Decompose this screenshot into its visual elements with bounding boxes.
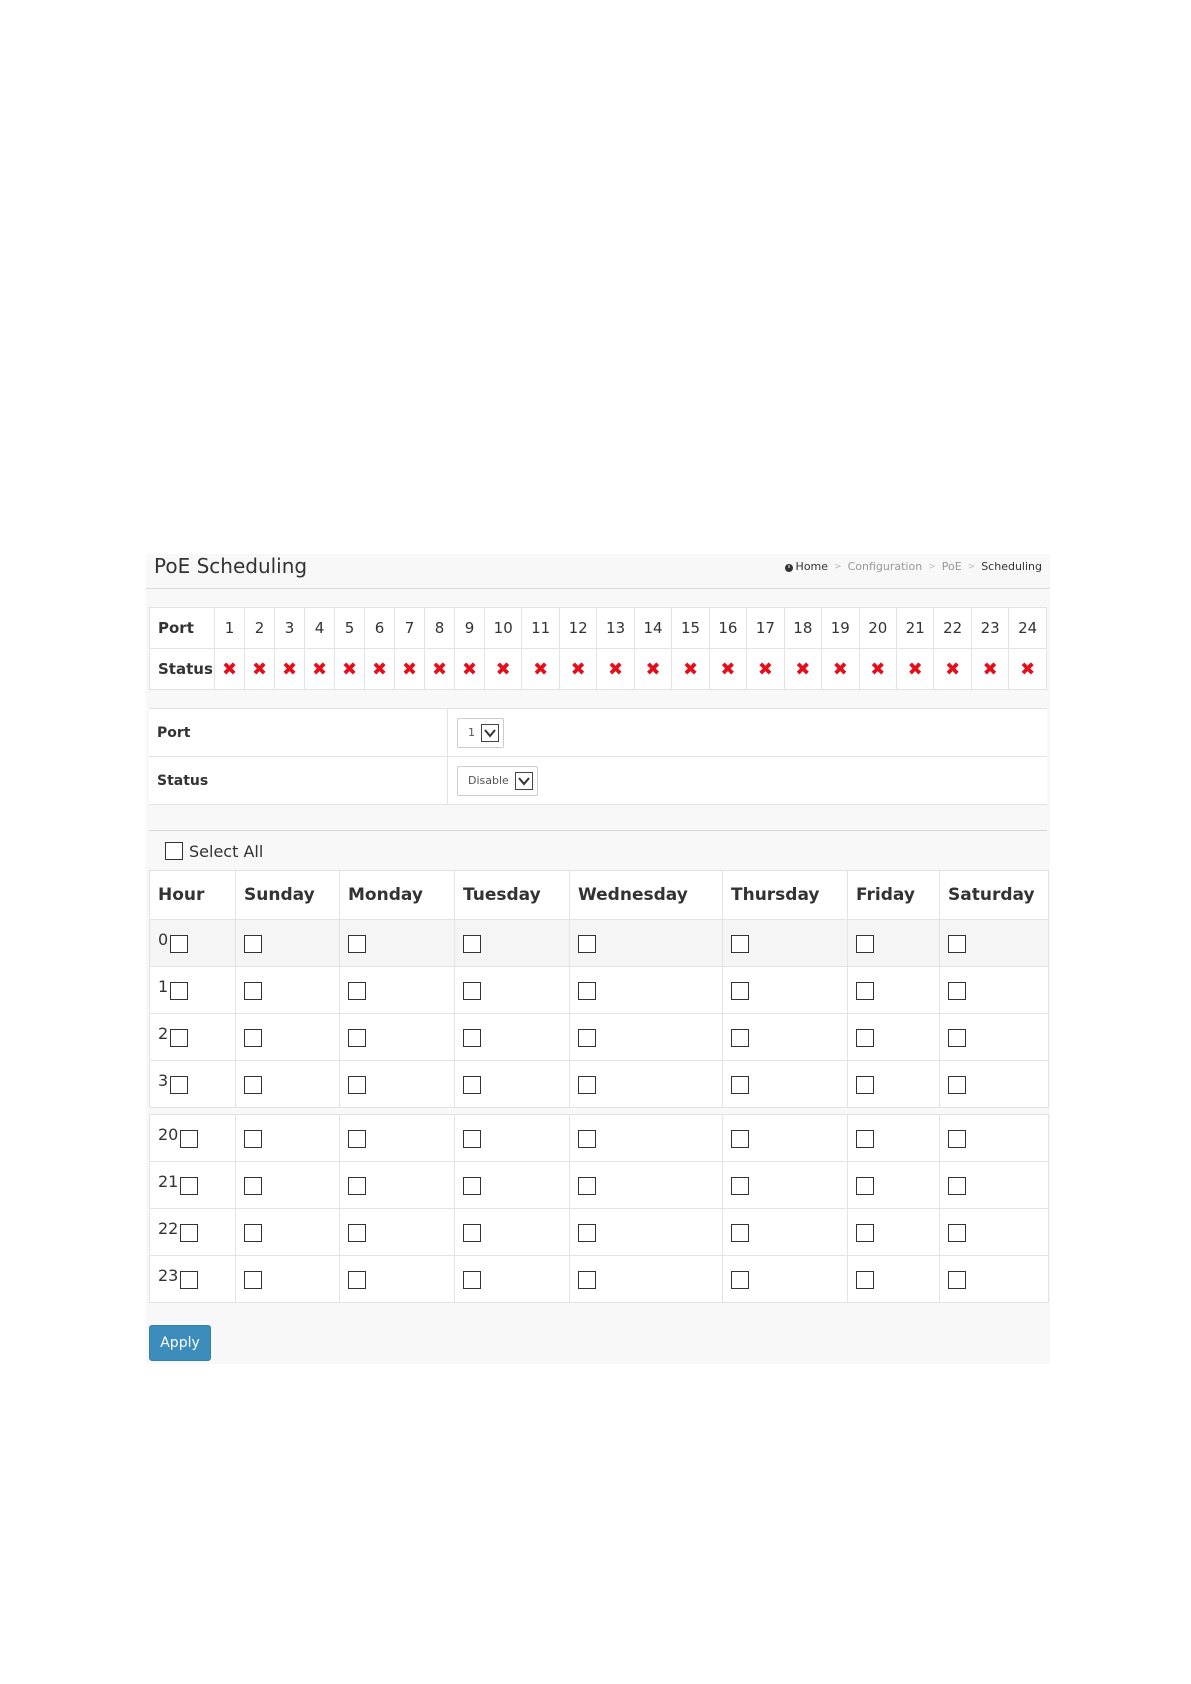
day-hour-checkbox[interactable] xyxy=(348,1224,366,1242)
port-number-cell: 7 xyxy=(395,608,425,649)
cross-icon: ✖ xyxy=(1020,658,1036,680)
status-field-label: Status xyxy=(149,757,448,805)
form-row-port xyxy=(149,709,1047,757)
day-cell xyxy=(340,920,455,967)
day-cell xyxy=(940,967,1049,1014)
day-cell xyxy=(340,1061,455,1108)
day-cell xyxy=(723,1014,848,1061)
day-hour-checkbox[interactable] xyxy=(578,1130,596,1148)
day-hour-checkbox[interactable] xyxy=(948,935,966,953)
port-status-cell xyxy=(896,649,933,690)
day-cell xyxy=(723,1256,848,1303)
hour-row-checkbox[interactable] xyxy=(170,1029,188,1047)
day-cell xyxy=(455,1209,570,1256)
port-number-cell: 13 xyxy=(597,608,634,649)
day-cell xyxy=(940,1162,1049,1209)
breadcrumb-home[interactable] xyxy=(784,560,828,573)
port-number-cell: 6 xyxy=(365,608,395,649)
cross-icon: ✖ xyxy=(945,658,961,680)
port-number-cell: 22 xyxy=(934,608,971,649)
day-cell xyxy=(236,1256,340,1303)
hour-label: 2 xyxy=(158,1024,169,1043)
port-status-cell xyxy=(709,649,746,690)
cross-icon: ✖ xyxy=(720,658,736,680)
port-status-cell xyxy=(395,649,425,690)
day-hour-checkbox[interactable] xyxy=(731,1224,749,1242)
day-hour-checkbox[interactable] xyxy=(463,1224,481,1242)
day-cell xyxy=(570,1061,723,1108)
day-cell xyxy=(236,1115,340,1162)
day-cell xyxy=(848,1014,940,1061)
hour-cell xyxy=(150,1115,236,1162)
hour-row-checkbox[interactable] xyxy=(170,935,188,953)
day-hour-checkbox[interactable] xyxy=(244,1271,262,1289)
day-hour-checkbox[interactable] xyxy=(463,1177,481,1195)
status-header: Status xyxy=(150,649,215,690)
hour-cell xyxy=(150,1014,236,1061)
day-cell xyxy=(570,1115,723,1162)
port-number-cell: 10 xyxy=(485,608,522,649)
hour-row-checkbox[interactable] xyxy=(180,1224,198,1242)
day-hour-checkbox[interactable] xyxy=(348,1029,366,1047)
hour-label: 1 xyxy=(158,977,169,996)
day-cell xyxy=(723,1209,848,1256)
port-status-cell xyxy=(245,649,275,690)
day-hour-checkbox[interactable] xyxy=(948,1029,966,1047)
port-status-cell xyxy=(215,649,245,690)
day-hour-checkbox[interactable] xyxy=(578,1029,596,1047)
cross-icon: ✖ xyxy=(570,658,586,680)
hour-row-checkbox[interactable] xyxy=(170,1076,188,1094)
poe-scheduling-panel xyxy=(146,554,1050,1364)
day-cell xyxy=(848,1209,940,1256)
day-cell xyxy=(455,1115,570,1162)
day-cell xyxy=(236,1014,340,1061)
cross-icon: ✖ xyxy=(982,658,998,680)
chevron-down-icon xyxy=(515,772,533,790)
day-cell xyxy=(455,1256,570,1303)
day-hour-checkbox[interactable] xyxy=(348,1076,366,1094)
day-hour-checkbox[interactable] xyxy=(244,1224,262,1242)
select-all-label[interactable]: Select All xyxy=(189,841,264,861)
port-status-cell xyxy=(971,649,1008,690)
day-hour-checkbox[interactable] xyxy=(948,1076,966,1094)
day-cell xyxy=(570,967,723,1014)
day-cell xyxy=(848,1256,940,1303)
day-hour-checkbox[interactable] xyxy=(348,1177,366,1195)
day-cell xyxy=(340,1209,455,1256)
day-cell xyxy=(236,1162,340,1209)
port-number-cell: 8 xyxy=(425,608,455,649)
port-number-cell: 3 xyxy=(275,608,305,649)
cross-icon: ✖ xyxy=(795,658,811,680)
day-cell xyxy=(570,1162,723,1209)
day-hour-checkbox[interactable] xyxy=(578,982,596,1000)
day-hour-checkbox[interactable] xyxy=(244,935,262,953)
day-cell xyxy=(236,1061,340,1108)
day-hour-checkbox[interactable] xyxy=(463,982,481,1000)
day-cell xyxy=(940,1256,1049,1303)
day-hour-checkbox[interactable] xyxy=(856,1130,874,1148)
port-number-cell: 4 xyxy=(305,608,335,649)
column-header-monday: Monday xyxy=(340,871,455,920)
day-cell xyxy=(340,1014,455,1061)
day-hour-checkbox[interactable] xyxy=(244,1076,262,1094)
port-status-cell xyxy=(455,649,485,690)
day-hour-checkbox[interactable] xyxy=(244,1029,262,1047)
port-number-cell: 1 xyxy=(215,608,245,649)
port-number-cell: 19 xyxy=(822,608,859,649)
breadcrumb xyxy=(784,560,1042,573)
port-row xyxy=(150,608,1047,649)
port-status-cell xyxy=(672,649,709,690)
port-number-cell: 5 xyxy=(335,608,365,649)
port-number-cell: 23 xyxy=(971,608,1008,649)
day-cell xyxy=(455,920,570,967)
breadcrumb-poe[interactable]: PoE xyxy=(941,560,962,573)
day-cell xyxy=(848,1061,940,1108)
cross-icon: ✖ xyxy=(371,658,388,680)
hour-row xyxy=(150,967,1049,1014)
hour-row xyxy=(150,1061,1049,1108)
hour-row-checkbox[interactable] xyxy=(170,982,188,1000)
day-cell xyxy=(236,1209,340,1256)
port-number-cell: 15 xyxy=(672,608,709,649)
port-status-cell xyxy=(425,649,455,690)
page-title: PoE Scheduling xyxy=(154,554,308,578)
schedule-table-top xyxy=(149,870,1049,1108)
day-hour-checkbox[interactable] xyxy=(731,982,749,1000)
hour-cell xyxy=(150,1256,236,1303)
port-select-value: 1 xyxy=(468,726,475,739)
day-cell xyxy=(455,1061,570,1108)
breadcrumb-configuration[interactable]: Configuration xyxy=(847,560,923,573)
port-status-cell xyxy=(597,649,634,690)
cross-icon: ✖ xyxy=(251,658,268,680)
port-status-cell xyxy=(747,649,784,690)
hour-cell xyxy=(150,1061,236,1108)
port-status-cell xyxy=(859,649,896,690)
port-status-cell xyxy=(305,649,335,690)
day-hour-checkbox[interactable] xyxy=(856,1224,874,1242)
hour-row xyxy=(150,1014,1049,1061)
day-cell xyxy=(570,1256,723,1303)
port-status-cell xyxy=(634,649,671,690)
day-hour-checkbox[interactable] xyxy=(578,1177,596,1195)
day-hour-checkbox[interactable] xyxy=(348,935,366,953)
day-hour-checkbox[interactable] xyxy=(731,1029,749,1047)
day-hour-checkbox[interactable] xyxy=(348,1130,366,1148)
port-select[interactable] xyxy=(457,718,504,748)
day-hour-checkbox[interactable] xyxy=(856,1076,874,1094)
day-cell xyxy=(940,1061,1049,1108)
day-hour-checkbox[interactable] xyxy=(948,1271,966,1289)
column-header-saturday: Saturday xyxy=(940,871,1049,920)
day-cell xyxy=(340,1256,455,1303)
day-hour-checkbox[interactable] xyxy=(856,1177,874,1195)
cross-icon: ✖ xyxy=(832,658,848,680)
day-hour-checkbox[interactable] xyxy=(731,1076,749,1094)
port-number-cell: 17 xyxy=(747,608,784,649)
day-hour-checkbox[interactable] xyxy=(731,935,749,953)
hour-cell xyxy=(150,920,236,967)
day-hour-checkbox[interactable] xyxy=(244,982,262,1000)
day-cell xyxy=(570,920,723,967)
day-cell xyxy=(723,967,848,1014)
hour-label: 21 xyxy=(158,1172,179,1191)
day-hour-checkbox[interactable] xyxy=(463,1076,481,1094)
day-cell xyxy=(340,967,455,1014)
day-hour-checkbox[interactable] xyxy=(856,935,874,953)
day-hour-checkbox[interactable] xyxy=(856,1029,874,1047)
day-cell xyxy=(236,920,340,967)
day-hour-checkbox[interactable] xyxy=(731,1177,749,1195)
port-status-cell xyxy=(1009,649,1047,690)
status-row xyxy=(150,649,1047,690)
cross-icon: ✖ xyxy=(281,658,298,680)
hour-row xyxy=(150,920,1049,967)
day-hour-checkbox[interactable] xyxy=(463,1029,481,1047)
select-all-checkbox[interactable] xyxy=(165,842,183,860)
day-hour-checkbox[interactable] xyxy=(578,1224,596,1242)
hour-row-checkbox[interactable] xyxy=(180,1271,198,1289)
port-number-cell: 14 xyxy=(634,608,671,649)
cross-icon: ✖ xyxy=(907,658,923,680)
port-number-cell: 20 xyxy=(859,608,896,649)
hour-row xyxy=(150,1256,1049,1303)
status-select-value: Disable xyxy=(468,774,509,787)
day-hour-checkbox[interactable] xyxy=(856,1271,874,1289)
hour-cell xyxy=(150,1162,236,1209)
day-cell xyxy=(723,1162,848,1209)
port-number-cell: 2 xyxy=(245,608,275,649)
day-hour-checkbox[interactable] xyxy=(463,935,481,953)
column-header-tuesday: Tuesday xyxy=(455,871,570,920)
cross-icon: ✖ xyxy=(341,658,358,680)
day-cell xyxy=(340,1115,455,1162)
port-status-cell xyxy=(275,649,305,690)
day-cell xyxy=(940,1209,1049,1256)
day-hour-checkbox[interactable] xyxy=(948,1130,966,1148)
day-hour-checkbox[interactable] xyxy=(948,982,966,1000)
port-status-cell xyxy=(559,649,596,690)
day-cell xyxy=(723,920,848,967)
hour-row xyxy=(150,1209,1049,1256)
column-header-friday: Friday xyxy=(848,871,940,920)
day-cell xyxy=(723,1115,848,1162)
hour-label: 23 xyxy=(158,1266,179,1285)
hour-row-checkbox[interactable] xyxy=(180,1130,198,1148)
day-cell xyxy=(940,1014,1049,1061)
day-hour-checkbox[interactable] xyxy=(578,1076,596,1094)
day-cell xyxy=(340,1162,455,1209)
day-hour-checkbox[interactable] xyxy=(948,1224,966,1242)
day-hour-checkbox[interactable] xyxy=(244,1130,262,1148)
day-cell xyxy=(848,967,940,1014)
day-hour-checkbox[interactable] xyxy=(948,1177,966,1195)
breadcrumb-home-label: Home xyxy=(795,560,829,573)
cross-icon: ✖ xyxy=(682,658,699,680)
day-cell xyxy=(848,1162,940,1209)
port-number-cell: 21 xyxy=(896,608,933,649)
hour-label: 22 xyxy=(158,1219,179,1238)
hour-label: 20 xyxy=(158,1125,179,1144)
cross-icon: ✖ xyxy=(870,658,886,680)
dashboard-icon xyxy=(784,562,794,572)
column-header-sunday: Sunday xyxy=(236,871,340,920)
day-cell xyxy=(848,920,940,967)
day-hour-checkbox[interactable] xyxy=(578,935,596,953)
port-status-table xyxy=(149,607,1047,690)
form-row-status xyxy=(149,757,1047,805)
cross-icon: ✖ xyxy=(608,658,624,680)
day-cell xyxy=(455,967,570,1014)
port-status-cell xyxy=(784,649,821,690)
hour-cell xyxy=(150,1209,236,1256)
port-number-cell: 9 xyxy=(455,608,485,649)
hour-cell xyxy=(150,967,236,1014)
cross-icon: ✖ xyxy=(401,658,418,680)
schedule-header-row xyxy=(150,871,1049,920)
day-hour-checkbox[interactable] xyxy=(731,1271,749,1289)
page-header xyxy=(146,554,1050,589)
hour-label: 3 xyxy=(158,1071,169,1090)
schedule-table-bottom xyxy=(149,1114,1049,1303)
day-hour-checkbox[interactable] xyxy=(244,1177,262,1195)
cross-icon: ✖ xyxy=(461,658,478,680)
cross-icon: ✖ xyxy=(311,658,328,680)
breadcrumb-separator: > xyxy=(967,561,976,572)
day-hour-checkbox[interactable] xyxy=(463,1130,481,1148)
column-header-thursday: Thursday xyxy=(723,871,848,920)
port-number-cell: 24 xyxy=(1009,608,1047,649)
cross-icon: ✖ xyxy=(221,658,238,680)
port-status-cell xyxy=(934,649,971,690)
column-header-hour: Hour xyxy=(150,871,236,920)
day-cell xyxy=(236,967,340,1014)
apply-button[interactable]: Apply xyxy=(149,1325,211,1361)
cross-icon: ✖ xyxy=(645,658,661,680)
breadcrumb-separator: > xyxy=(834,561,842,572)
column-header-wednesday: Wednesday xyxy=(570,871,723,920)
day-hour-checkbox[interactable] xyxy=(578,1271,596,1289)
select-all-row xyxy=(149,830,1047,871)
port-config-form xyxy=(149,708,1047,805)
port-status-cell xyxy=(522,649,559,690)
port-number-cell: 16 xyxy=(709,608,746,649)
day-hour-checkbox[interactable] xyxy=(731,1130,749,1148)
status-select[interactable] xyxy=(457,766,538,796)
cross-icon: ✖ xyxy=(431,658,448,680)
port-number-cell: 12 xyxy=(559,608,596,649)
chevron-down-icon xyxy=(481,724,499,742)
day-cell xyxy=(570,1209,723,1256)
day-cell xyxy=(455,1014,570,1061)
port-status-cell xyxy=(365,649,395,690)
breadcrumb-scheduling: Scheduling xyxy=(981,560,1042,573)
port-field-label: Port xyxy=(149,709,448,757)
port-status-cell xyxy=(822,649,859,690)
day-hour-checkbox[interactable] xyxy=(463,1271,481,1289)
day-cell xyxy=(455,1162,570,1209)
port-status-cell xyxy=(485,649,522,690)
day-cell xyxy=(940,1115,1049,1162)
hour-row xyxy=(150,1115,1049,1162)
hour-label: 0 xyxy=(158,930,169,949)
cross-icon: ✖ xyxy=(757,658,773,680)
day-cell xyxy=(940,920,1049,967)
day-hour-checkbox[interactable] xyxy=(348,982,366,1000)
breadcrumb-separator: > xyxy=(928,561,936,572)
day-cell xyxy=(723,1061,848,1108)
cross-icon: ✖ xyxy=(495,658,511,680)
day-hour-checkbox[interactable] xyxy=(856,982,874,1000)
cross-icon: ✖ xyxy=(533,658,549,680)
port-header: Port xyxy=(150,608,215,649)
hour-row xyxy=(150,1162,1049,1209)
day-hour-checkbox[interactable] xyxy=(348,1271,366,1289)
port-number-cell: 18 xyxy=(784,608,821,649)
hour-row-checkbox[interactable] xyxy=(180,1177,198,1195)
day-cell xyxy=(848,1115,940,1162)
day-cell xyxy=(570,1014,723,1061)
port-number-cell: 11 xyxy=(522,608,559,649)
port-status-cell xyxy=(335,649,365,690)
